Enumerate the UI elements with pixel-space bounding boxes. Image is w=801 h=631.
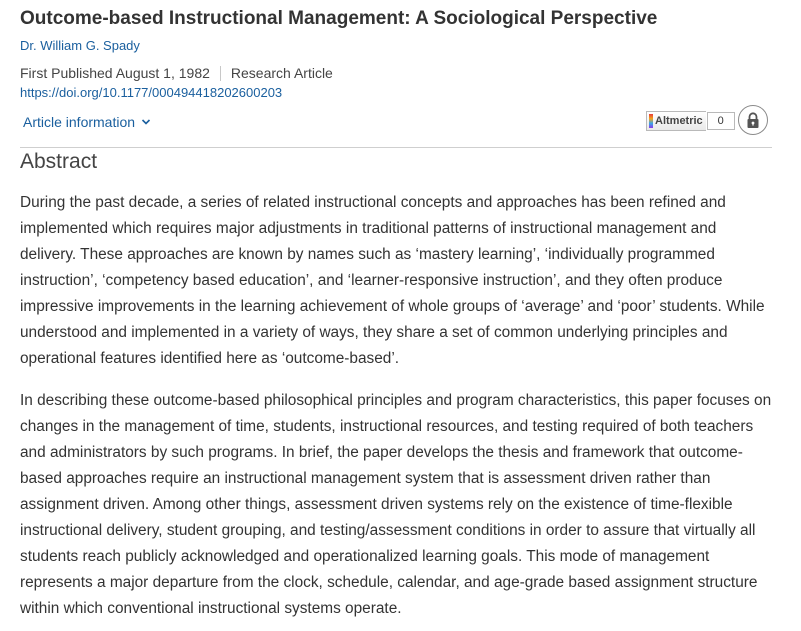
first-published-date: First Published August 1, 1982 bbox=[20, 65, 210, 81]
publication-meta bbox=[20, 65, 333, 81]
article-title: Outcome-based Instructional Management: A Sociological Perspective bbox=[20, 8, 658, 29]
altmetric-label: Altmetric bbox=[655, 115, 703, 127]
article-information-label: Article information bbox=[23, 114, 136, 130]
access-lock-button[interactable] bbox=[738, 105, 768, 135]
article-type: Research Article bbox=[230, 65, 333, 81]
doi-link[interactable]: https://doi.org/10.1177/000494418202600203 bbox=[20, 85, 283, 100]
abstract-paragraph-1: During the past decade, a series of related instructional concepts and approaches has been refined and implemented which requires major adjustments in traditional patterns of instructional management and delivery. These approaches are known by names such as ‘mastery learning’, ‘individually programmed instruction’, ‘competency based education’, and ‘learner-responsive instruction’, and they often produce impressive improvements in the learning achievement of whole groups of ‘average’ and ‘poor’ students. While understood and implemented in a variety of ways, they share a set of common underlying principles and operational features identified here as ‘outcome-based’. bbox=[20, 194, 765, 367]
lock-icon bbox=[746, 112, 760, 129]
abstract-heading: Abstract bbox=[20, 150, 98, 173]
altmetric-badge[interactable] bbox=[646, 112, 735, 130]
altmetric-donut-icon bbox=[649, 114, 653, 128]
author-link[interactable]: Dr. William G. Spady bbox=[20, 38, 140, 53]
abstract-paragraph-2: In describing these outcome-based philosophical principles and program characteristics, this paper focuses on changes in the management of time, students, instructional resources, and testing required of both teachers and administrators by such programs. In brief, the paper develops the thesis and framework that outcome-based approaches require an instructional management system that is assessment driven rather than assignment driven. Among other things, assessment driven systems rely on the existence of time-flexible instructional delivery, student grouping, and testing/assessment conditions in order to assure that virtually all students reach publicly acknowledged and operationalized learning goals. This mode of management represents a major departure from the clock, schedule, calendar, and age-grade based assignment structure within which conventional instructional systems operate. bbox=[20, 392, 772, 617]
article-information-toggle[interactable] bbox=[23, 114, 151, 130]
meta-separator bbox=[220, 66, 221, 81]
chevron-down-icon bbox=[141, 117, 151, 127]
altmetric-count: 0 bbox=[707, 112, 735, 130]
altmetric-label-box bbox=[646, 111, 706, 131]
section-divider bbox=[20, 147, 772, 148]
